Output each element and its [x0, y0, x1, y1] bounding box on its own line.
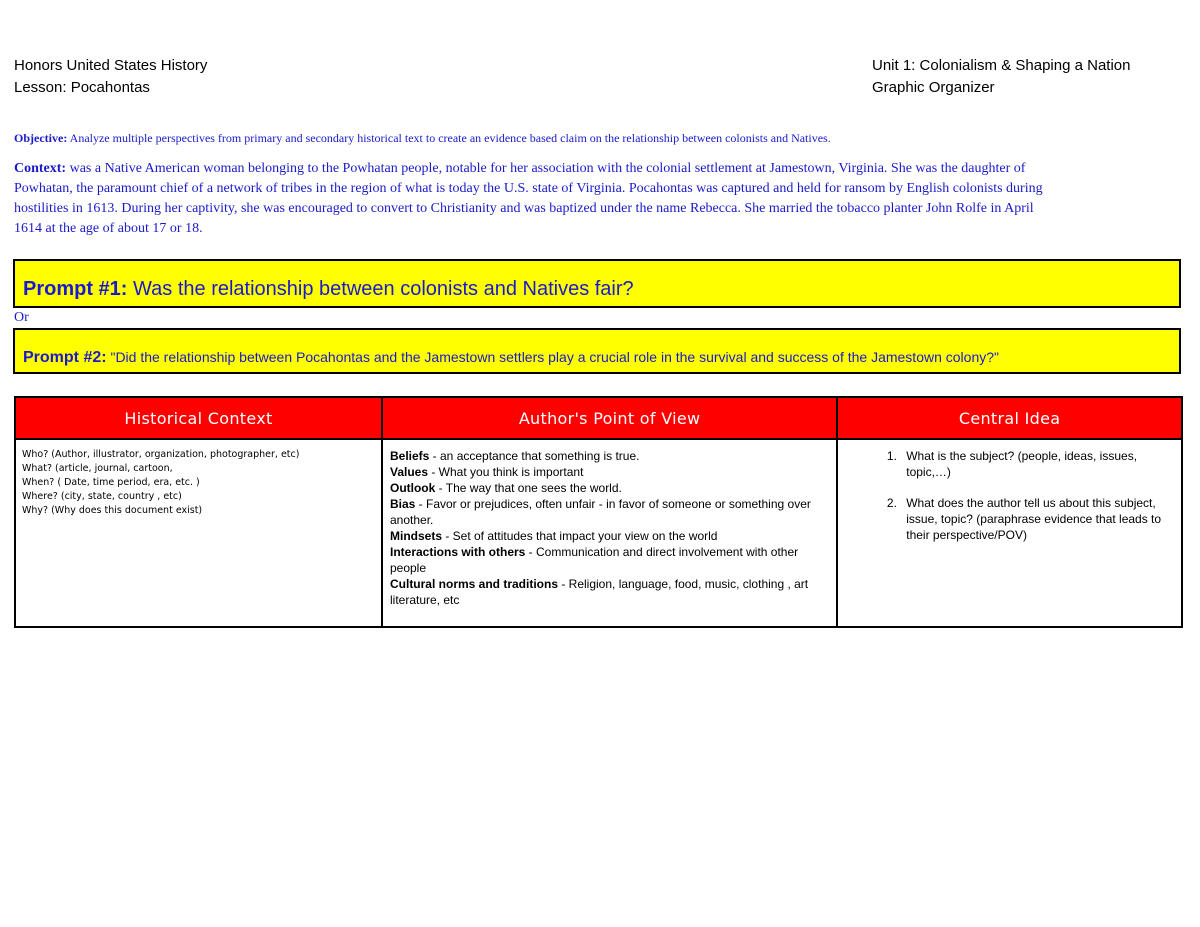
list-item: Where? (city, state, country , etc): [22, 491, 182, 502]
header-right: [872, 55, 1130, 99]
document-type: Graphic Organizer: [872, 79, 995, 96]
definition: - Set of attitudes that impact your view on the world: [442, 529, 718, 543]
prompt-1-label: Prompt #1:: [23, 278, 128, 300]
objective-text: Analyze multiple perspectives from primary and secondary historical text to create an evidence based claim on the relationship between colonists and Natives.: [67, 131, 831, 145]
term: Outlook: [389, 481, 436, 495]
lesson-title: Lesson: Pocahontas: [14, 79, 150, 96]
term: Mindsets: [389, 529, 442, 543]
header-authors-point-of-view: Author's Point of View: [382, 397, 837, 439]
list-item: [390, 528, 829, 544]
prompt-2-box: [13, 328, 1181, 374]
header-central-idea: Central Idea: [837, 397, 1182, 439]
term: Cultural norms and traditions: [389, 577, 558, 591]
definition: - an acceptance that something is true.: [429, 449, 640, 463]
context-text: was a Native American woman belonging to the Powhatan people, notable for her association with the colonial settlement at Jamestown, Virginia. She was the daughter of Powhatan, the paramount chief of a network of tribes in the region of what is today the U.S. state of Virginia. Pocahontas was captured and held for ransom by English colonists during hostilities in 1613. During her captivity, she was encouraged to convert to Christianity and was baptized under the name Rebecca. She married the tobacco planter John Rolfe in April 1614 at the age of about 17 or 18.: [14, 161, 1043, 236]
term: Values: [389, 465, 429, 479]
list-item: 1. What is the subject? (people, ideas, issues, topic,…): [900, 448, 1169, 480]
point-of-view-cell[interactable]: [382, 439, 837, 627]
list-item: [390, 464, 829, 480]
term: Interactions with others: [389, 545, 526, 559]
list-item: [390, 480, 829, 496]
definition: - What you think is important: [428, 465, 584, 479]
header-left: [14, 55, 207, 99]
term: Bias: [389, 497, 416, 511]
definition: - Favor or prejudices, often unfair - in favor of someone or something over another.: [389, 497, 811, 527]
historical-context-cell[interactable]: [15, 439, 382, 627]
central-idea-cell[interactable]: [837, 439, 1182, 627]
table-header-row: [15, 397, 1182, 439]
list-item: What? (article, journal, cartoon,: [22, 463, 173, 474]
prompt-2-text: "Did the relationship between Pocahontas and the Jamestown settlers play a crucial role in the survival and success of the Jamestown colony?": [106, 349, 999, 365]
definition: - Religion, language, food, music, clothing , art literature, etc: [389, 577, 809, 607]
definition: - The way that one sees the world.: [435, 481, 622, 495]
objective: [14, 131, 1184, 146]
list-item: [390, 576, 829, 608]
term: Beliefs: [389, 449, 430, 463]
course-title: Honors United States History: [14, 57, 208, 74]
context-label: Context:: [14, 161, 67, 176]
list-item: [390, 544, 829, 576]
table-body-row: [15, 439, 1182, 627]
prompt-1-box: [13, 259, 1181, 308]
list-item: [390, 496, 829, 528]
prompt-1-text: Was the relationship between colonists and Natives fair?: [127, 278, 634, 300]
central-idea-list: [872, 448, 1169, 543]
list-item: [390, 448, 829, 464]
graphic-organizer-table: [14, 396, 1183, 628]
or-separator: Or: [14, 310, 29, 325]
list-item: Who? (Author, illustrator, organization, photographer, etc): [22, 449, 300, 460]
list-item: When? ( Date, time period, era, etc. ): [22, 477, 200, 488]
list-item: Why? (Why does this document exist): [22, 505, 203, 516]
header-historical-context: Historical Context: [15, 397, 382, 439]
context: [14, 159, 1064, 239]
definition: - Communication and direct involvement with other people: [389, 545, 799, 575]
list-item: 2. What does the author tell us about this subject, issue, topic? (paraphrase evidence that leads to their perspective/POV): [900, 495, 1169, 543]
prompt-2-label: Prompt #2:: [23, 349, 107, 366]
objective-label: Objective:: [14, 131, 68, 145]
unit-title: Unit 1: Colonialism & Shaping a Nation: [872, 57, 1131, 74]
